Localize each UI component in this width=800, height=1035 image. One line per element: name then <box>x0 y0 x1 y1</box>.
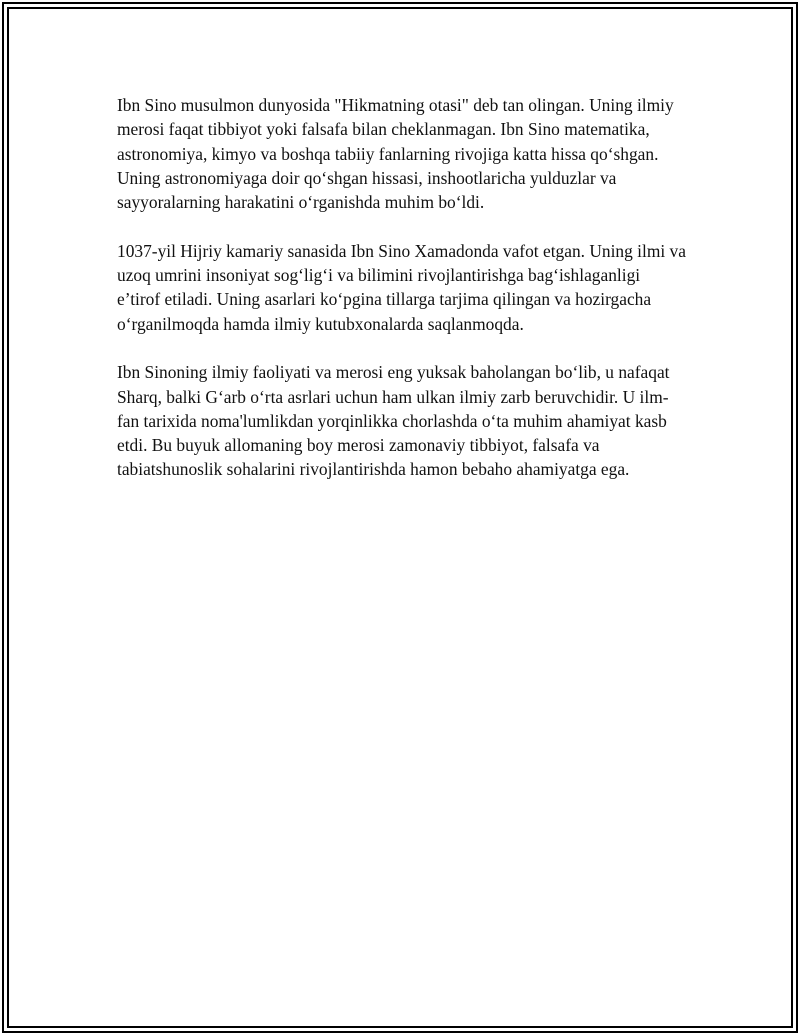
paragraph-3: Ibn Sinoning ilmiy faoliyati va merosi eng yuksak baholangan bo‘lib, u nafaqat Sharq, balki G‘arb o‘rta asrlari uchun ham ulkan ilmiy zarb beruvchidir. U ilm-fan tarixida noma'lumlikdan yorqinlikka chorlashda o‘ta muhim ahamiyat kasb etdi. Bu buyuk allomaning boy merosi zamonaviy tibbiyot, falsafa va tabiatshunoslik sohalarini rivojlantirishda hamon bebaho ahamiyatga ega. <box>117 362 670 480</box>
paragraph-1: Ibn Sino musulmon dunyosida "Hikmatning otasi" deb tan olingan. Uning ilmiy merosi faqat tibbiyot yoki falsafa bilan cheklanmagan. Ibn Sino matematika, astronomiya, kimyo va boshqa tabiiy fanlarning rivojiga katta hissa qo‘shgan. Uning astronomiyaga doir qo‘shgan hissasi, inshootlaricha yulduzlar va sayyoralarning harakatini o‘rganishda muhim bo‘ldi. <box>117 95 674 213</box>
document-body <box>117 93 687 506</box>
paragraph-2: 1037-yil Hijriy kamariy sanasida Ibn Sino Xamadonda vafot etgan. Uning ilmi va uzoq umrini insoniyat sog‘lig‘i va bilimini rivojlantirishga bag‘ishlaganligi e’tirof etiladi. Uning asarlari ko‘pgina tillarga tarjima qilingan va hozirgacha o‘rganilmoqda hamda ilmiy kutubxonalarda saqlanmoqda. <box>117 240 686 334</box>
